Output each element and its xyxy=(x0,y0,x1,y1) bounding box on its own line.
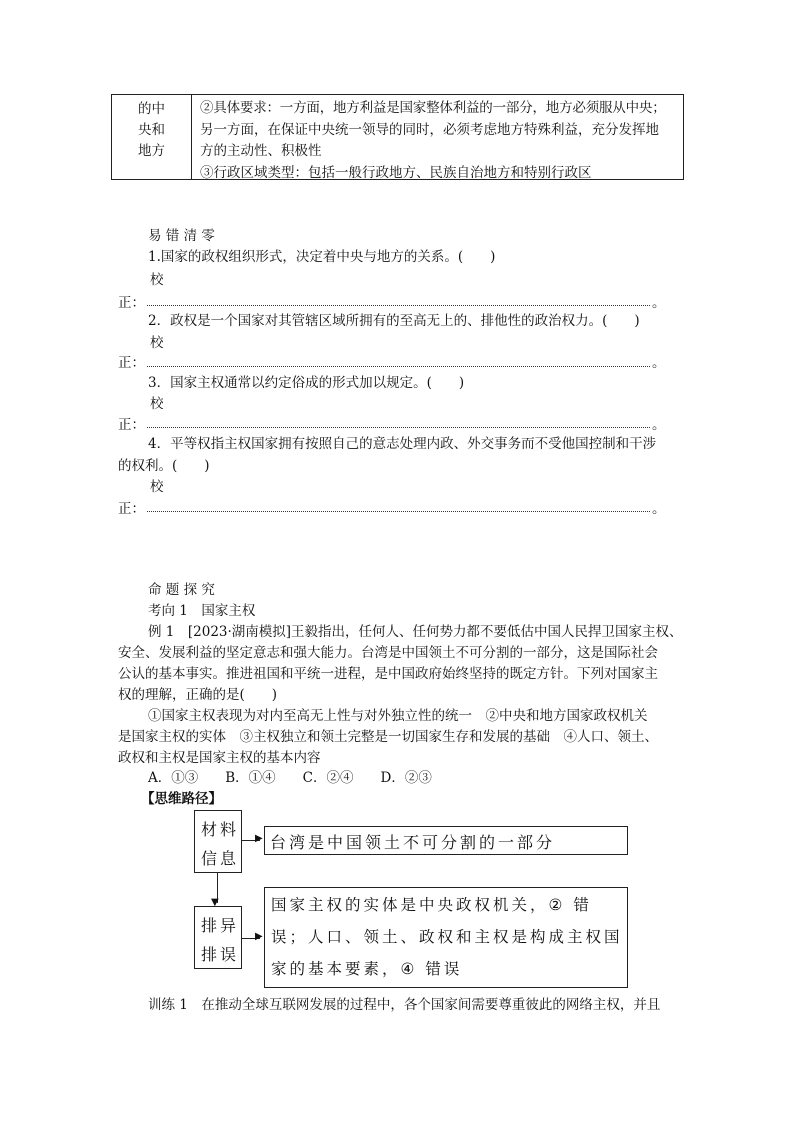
errors-heading: 易 错 清 零 xyxy=(148,228,215,244)
correct-label-top: 校 xyxy=(150,272,164,288)
table-right-line: 另一方面，在保证中央统一领导的同时，必须考虑地方特殊利益，充分发挥地 xyxy=(200,121,659,138)
box-label: 排误 xyxy=(201,945,240,964)
error-item-3: 3．国家主权通常以约定俗成的形式加以规定。( ) xyxy=(148,375,465,391)
error-item-1: 1.国家的政权组织形式，决定着中央与地方的关系。( ) xyxy=(148,249,496,265)
correct-label-top: 校 xyxy=(150,335,164,351)
explore-heading: 命 题 探 究 xyxy=(148,582,215,598)
table-left-line: 央和 xyxy=(138,122,165,138)
end-mark: 。 xyxy=(652,295,666,311)
result-box-1 xyxy=(264,826,628,855)
option-line: ①国家主权表现为对内至高无上性与对外独立性的统一 ②中央和地方国家政权机关 xyxy=(148,708,648,724)
correct-label-bottom: 正： xyxy=(118,355,145,371)
result-box-2 xyxy=(264,887,628,988)
table-left-line: 地方 xyxy=(138,143,165,159)
correct-label-bottom: 正： xyxy=(118,501,145,517)
path-label: 【思维路径】 xyxy=(141,791,222,807)
answer-line[interactable] xyxy=(147,305,650,306)
material-info-box xyxy=(194,810,242,873)
result-text: 台湾是中国领土不可分割的一部分 xyxy=(270,833,556,852)
correct-label-bottom: 正： xyxy=(118,417,145,433)
table-left-cell xyxy=(112,99,191,162)
exclude-error-box xyxy=(194,906,242,969)
table-left-line: 的中 xyxy=(138,101,165,117)
arrow-head-icon: ▼ xyxy=(211,897,219,908)
error-item-2: 2．政权是一个国家对其管辖区域所拥有的至高无上的、排他性的政治权力。( ) xyxy=(148,313,640,329)
correct-label-top: 校 xyxy=(150,479,164,495)
arrow-head-icon: ▶ xyxy=(255,833,263,844)
training-line: 训练 1 在推动全球互联网发展的过程中，各个国家间需要尊重彼此的网络主权，并且 xyxy=(148,997,661,1013)
answer-line[interactable] xyxy=(147,427,650,428)
table-right-line: ③行政区域类型：包括一般行政地方、民族自治地方和特别行政区 xyxy=(200,164,592,181)
result-text: 国家主权的实体是中央政权机关，② 错 xyxy=(271,896,592,914)
error-item-4: 4．平等权指主权国家拥有按照自己的意志处理内政、外交事务而不受他国控制和干涉 xyxy=(148,436,657,452)
end-mark: 。 xyxy=(652,355,666,371)
table-right-line: ②具体要求：一方面，地方利益是国家整体利益的一部分，地方必须服从中央； xyxy=(200,100,666,116)
correct-label-bottom: 正： xyxy=(118,295,145,311)
table-right-cell xyxy=(200,98,679,184)
example-line: 权的理解，正确的是( ) xyxy=(118,687,278,703)
box-label: 信息 xyxy=(201,849,240,868)
option-line: 是国家主权的实体 ③主权独立和领土完整是一切国家生存和发展的基础 ④人口、领土、 xyxy=(118,729,658,745)
answer-line[interactable] xyxy=(147,366,650,367)
direction-title: 考向 1 国家主权 xyxy=(148,603,256,619)
result-text: 误；人口、领土、政权和主权是构成主权国 xyxy=(271,928,623,946)
answer-line[interactable] xyxy=(147,511,650,512)
example-line: 例 1 [2023·湖南模拟]王毅指出，任何人、任何势力都不要低估中国人民捍卫国家主权、 xyxy=(148,624,683,640)
end-mark: 。 xyxy=(652,501,666,517)
box-label: 材料 xyxy=(201,820,240,839)
example-line: 公认的基本事实。推进祖国和平统一进程，是中国政府始终坚持的既定方针。下列对国家主 xyxy=(118,666,658,682)
arrow-head-icon: ▶ xyxy=(255,931,263,942)
summary-table xyxy=(111,94,684,180)
error-item-4-cont: 的权利。( ) xyxy=(118,458,210,474)
end-mark: 。 xyxy=(652,417,666,433)
example-line: 安全、发展利益的坚定意志和强大能力。台湾是中国领土不可分割的一部分，这是国际社会 xyxy=(118,645,658,661)
box-label: 排异 xyxy=(201,916,240,935)
result-text: 家的基本要素，④ 错误 xyxy=(271,960,463,978)
answer-choices: A．①③ B．①④ C．②④ D．②③ xyxy=(148,770,432,786)
table-divider xyxy=(191,95,192,179)
table-right-line: 方的主动性、积极性 xyxy=(200,143,322,159)
correct-label-top: 校 xyxy=(150,396,164,412)
option-line: 政权和主权是国家主权的基本内容 xyxy=(118,750,321,766)
